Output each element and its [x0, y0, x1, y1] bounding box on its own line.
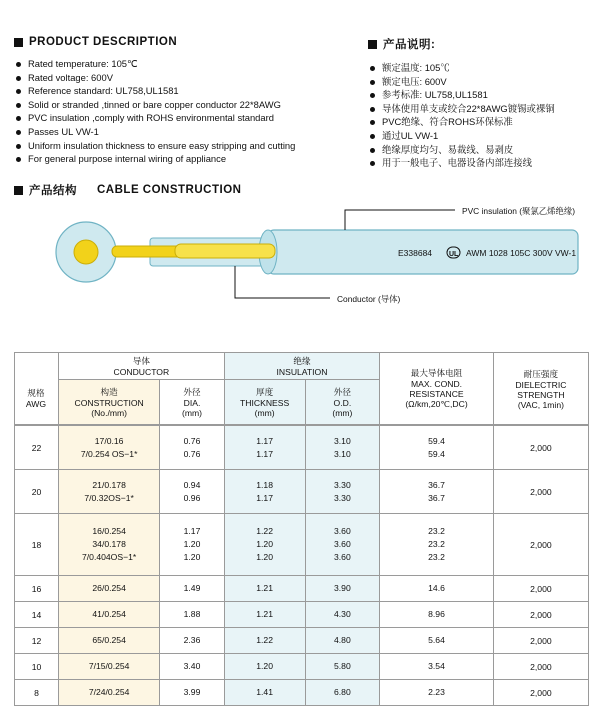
header-strength: [493, 353, 588, 425]
header-strength-en2: STRENGTH: [517, 389, 565, 400]
construction-value: 65/0.254: [92, 635, 126, 645]
cell-thickness: [224, 628, 305, 654]
thickness-value: 1.22: [256, 526, 273, 536]
od-value: 3.90: [334, 583, 351, 593]
construction-value: 17/0.16: [94, 435, 124, 446]
header-group-insulation-cn: 绝缘: [293, 356, 311, 366]
cell-awg: 16: [15, 576, 59, 602]
header-group-conductor-en: CONDUCTOR: [113, 367, 170, 377]
dia-value: 0.94: [183, 479, 201, 490]
cell-construction: [58, 514, 159, 576]
list-item: Rated temperature: 105℃: [16, 57, 354, 71]
table-body: [15, 426, 589, 706]
construction-value: 21/0.178: [92, 479, 126, 490]
resistance-value: 14.6: [428, 583, 445, 593]
cell-construction: [58, 628, 159, 654]
od-value: 3.60: [334, 526, 351, 536]
header-construction-unit: (No./mm): [91, 408, 128, 418]
header-resistance: [380, 353, 494, 425]
list-item: 额定电压: 600V: [370, 75, 593, 89]
od-value: 3.30: [334, 479, 351, 490]
resistance-value: 3.54: [428, 661, 445, 671]
dia-value: 1.20: [183, 552, 201, 562]
list-item: PVC绝缘、符合ROHS环保标准: [370, 115, 593, 129]
cell-awg: 20: [15, 470, 59, 514]
table-row: [15, 576, 589, 602]
cell-dia: [160, 628, 224, 654]
header-strength-cn: 耐压强度: [523, 368, 559, 379]
table-row: [15, 470, 589, 514]
cell-thickness: [224, 602, 305, 628]
cell-strength: 2,000: [493, 680, 588, 706]
cell-resistance: [380, 680, 494, 706]
header-thickness-cn: 厚度: [256, 387, 274, 397]
list-item: 用于一般电子、电器设备内部连接线: [370, 156, 593, 170]
section-title-en: PRODUCT DESCRIPTION: [29, 36, 178, 48]
header-resistance-en1: MAX. COND.: [410, 379, 463, 389]
cell-resistance: [380, 654, 494, 680]
header-group-insulation-en: INSULATION: [276, 367, 328, 377]
cell-thickness: [224, 426, 305, 470]
list-item: 导体使用单支或绞合22*8AWG镀锡或裸铜: [370, 102, 593, 116]
cell-resistance: [380, 602, 494, 628]
thickness-value: 1.20: [256, 539, 273, 549]
cell-dia: [160, 576, 224, 602]
header-thickness-en: THICKNESS: [240, 398, 290, 408]
cell-strength: 2,000: [493, 602, 588, 628]
cell-od: [305, 680, 380, 706]
cell-construction: [58, 680, 159, 706]
cell-thickness: [224, 680, 305, 706]
cell-thickness: [224, 514, 305, 576]
cell-strength: 2,000: [493, 628, 588, 654]
dia-value: 3.99: [183, 687, 201, 697]
header-awg-en: AWG: [25, 399, 47, 409]
square-bullet-icon: [14, 186, 23, 195]
cable-construction-diagram: [0, 200, 603, 325]
cell-dia: [160, 470, 224, 514]
construction-value: 7/24/0.254: [88, 687, 130, 697]
dia-value: 1.17: [183, 526, 201, 536]
section-title-cn: 产品说明:: [383, 39, 436, 51]
list-item: Reference standard: UL758,UL1581: [16, 84, 354, 98]
square-bullet-icon: [14, 38, 23, 47]
table-row: [15, 628, 589, 654]
dia-value: 0.76: [183, 435, 201, 446]
cell-construction: [58, 426, 159, 470]
svg-text:E338684: E338684: [398, 248, 433, 258]
cell-od: [305, 514, 380, 576]
cell-dia: [160, 654, 224, 680]
cell-od: [305, 654, 380, 680]
od-value: 3.60: [334, 552, 351, 562]
dia-value: 0.96: [183, 492, 201, 503]
list-item: 参考标准: UL758,UL1581: [370, 88, 593, 102]
list-item: Uniform insulation thickness to ensure easy stripping and cutting: [16, 139, 354, 153]
cell-construction: [58, 654, 159, 680]
header-resistance-cn: 最大导体电阻: [410, 368, 463, 378]
thickness-value: 1.18: [256, 479, 273, 490]
cell-od: [305, 602, 380, 628]
table-row: [15, 680, 589, 706]
header-thickness-unit: (mm): [254, 408, 275, 418]
resistance-value: 59.4: [428, 448, 445, 459]
description-list-cn: [370, 61, 593, 170]
cell-dia: [160, 680, 224, 706]
dia-value: 3.40: [183, 661, 201, 671]
header-dia: [160, 380, 224, 425]
specification-table: [14, 352, 589, 706]
header-od-unit: (mm): [332, 408, 353, 418]
cell-od: [305, 576, 380, 602]
dia-value: 1.20: [183, 539, 201, 549]
cell-strength: 2,000: [493, 426, 588, 470]
section-heading-product-description-en: [14, 36, 354, 48]
thickness-value: 1.17: [256, 448, 273, 459]
resistance-value: 23.2: [428, 526, 445, 536]
cell-dia: [160, 514, 224, 576]
cell-awg: 8: [15, 680, 59, 706]
construction-value: 34/0.178: [92, 539, 126, 549]
resistance-value: 59.4: [428, 435, 445, 446]
cell-strength: 2,000: [493, 470, 588, 514]
list-item: For general purpose internal wiring of appliance: [16, 152, 354, 166]
list-item: Rated voltage: 600V: [16, 71, 354, 85]
cell-construction: [58, 470, 159, 514]
cell-awg: 22: [15, 426, 59, 470]
cell-strength: 2,000: [493, 576, 588, 602]
header-od-en: O.D.: [333, 398, 352, 408]
od-value: 5.80: [334, 661, 351, 671]
header-thickness: [224, 380, 305, 425]
cell-resistance: [380, 470, 494, 514]
cell-od: [305, 628, 380, 654]
conductor-cross-section: [74, 240, 98, 264]
od-value: 3.10: [334, 448, 351, 459]
table-row: [15, 514, 589, 576]
thickness-value: 1.20: [256, 552, 273, 562]
cell-strength: 2,000: [493, 654, 588, 680]
construction-value: 7/15/0.254: [88, 661, 130, 671]
product-description-en-block: [14, 36, 354, 166]
cell-construction: [58, 576, 159, 602]
cell-resistance: [380, 576, 494, 602]
cell-od: [305, 426, 380, 470]
cell-dia: [160, 602, 224, 628]
label-conductor: Conductor (导体): [337, 294, 401, 304]
header-dia-unit: (mm): [181, 408, 203, 418]
header-construction: [58, 380, 159, 425]
table-row: [15, 426, 589, 470]
od-value: 6.80: [334, 687, 351, 697]
thickness-value: 1.21: [256, 609, 273, 619]
thickness-value: 1.21: [256, 583, 273, 593]
resistance-value: 23.2: [428, 552, 445, 562]
construction-value: 7/0.254 OS−1*: [80, 448, 138, 459]
thickness-value: 1.22: [256, 635, 273, 645]
header-strength-unit: (VAC, 1min): [517, 399, 564, 410]
dia-value: 1.88: [183, 609, 201, 619]
cell-awg: 10: [15, 654, 59, 680]
resistance-value: 23.2: [428, 539, 445, 549]
cell-thickness: [224, 654, 305, 680]
od-value: 3.60: [334, 539, 351, 549]
header-strength-en1: DIELECTRIC: [515, 379, 567, 390]
square-bullet-icon: [368, 40, 377, 49]
od-value: 4.30: [334, 609, 351, 619]
section-heading-cable-construction: [14, 182, 241, 198]
construction-value: 16/0.254: [92, 526, 126, 536]
description-list-en: [16, 57, 354, 166]
product-description-cn-block: [368, 36, 593, 170]
section-heading-product-description-cn: [368, 36, 593, 52]
thickness-value: 1.17: [256, 435, 273, 446]
header-construction-cn: 构造: [100, 387, 118, 397]
list-item: 通过UL VW-1: [370, 129, 593, 143]
header-od: [305, 380, 380, 425]
header-group-conductor: [58, 353, 224, 380]
section-title-cc-cn: 产品结构: [29, 185, 77, 197]
od-value: 3.10: [334, 435, 351, 446]
header-dia-en: DIA.: [183, 398, 201, 408]
od-value: 3.30: [334, 492, 351, 503]
resistance-value: 36.7: [428, 492, 445, 503]
cell-awg: 18: [15, 514, 59, 576]
header-group-conductor-cn: 导体: [132, 356, 150, 366]
od-value: 4.80: [334, 635, 351, 645]
dia-value: 2.36: [183, 635, 201, 645]
label-pvc-insulation: PVC insulation (聚氯乙烯绝缘): [462, 206, 576, 216]
table-header-group-row: [15, 353, 589, 380]
resistance-value: 5.64: [428, 635, 445, 645]
header-resistance-unit: (Ω/km,20℃,DC): [405, 399, 468, 409]
list-item: Passes UL VW-1: [16, 125, 354, 139]
cell-strength: 2,000: [493, 514, 588, 576]
construction-value: 7/0.404OS−1*: [82, 552, 137, 562]
thickness-value: 1.20: [256, 661, 273, 671]
cell-resistance: [380, 628, 494, 654]
thickness-value: 1.41: [256, 687, 273, 697]
list-item: Solid or stranded ,tinned or bare copper conductor 22*8AWG: [16, 98, 354, 112]
construction-value: 26/0.254: [92, 583, 126, 593]
header-construction-en: CONSTRUCTION: [74, 398, 144, 408]
cell-dia: [160, 426, 224, 470]
header-resistance-en2: RESISTANCE: [409, 389, 464, 399]
list-item: 额定温度: 105℃: [370, 61, 593, 75]
cell-thickness: [224, 470, 305, 514]
header-od-cn: 外径: [333, 387, 351, 397]
list-item: PVC insulation ,comply with ROHS environmental standard: [16, 111, 354, 125]
header-awg-cn: 规格: [27, 388, 45, 398]
header-awg: [16, 388, 56, 410]
list-item: 绝缘厚度均匀、易裁线、易剥皮: [370, 143, 593, 157]
cell-od: [305, 470, 380, 514]
cell-resistance: [380, 426, 494, 470]
cell-awg: 14: [15, 602, 59, 628]
dia-value: 0.76: [183, 448, 201, 459]
table-row: [15, 654, 589, 680]
section-title-cc-en: CABLE CONSTRUCTION: [97, 184, 242, 196]
cell-construction: [58, 602, 159, 628]
cell-thickness: [224, 576, 305, 602]
construction-value: 41/0.254: [92, 609, 126, 619]
thickness-value: 1.17: [256, 492, 273, 503]
dia-value: 1.49: [183, 583, 201, 593]
header-dia-cn: 外径: [183, 387, 201, 397]
cell-resistance: [380, 514, 494, 576]
resistance-value: 2.23: [428, 687, 445, 697]
cell-awg: 12: [15, 628, 59, 654]
resistance-value: 36.7: [428, 479, 445, 490]
svg-text:AWM 1028 105C 300V VW-1: AWM 1028 105C 300V VW-1: [466, 248, 577, 258]
table-row: [15, 602, 589, 628]
construction-value: 7/0.32OS−1*: [84, 492, 134, 503]
resistance-value: 8.96: [428, 609, 445, 619]
header-group-insulation: [224, 353, 380, 380]
svg-text:UL: UL: [449, 251, 459, 258]
